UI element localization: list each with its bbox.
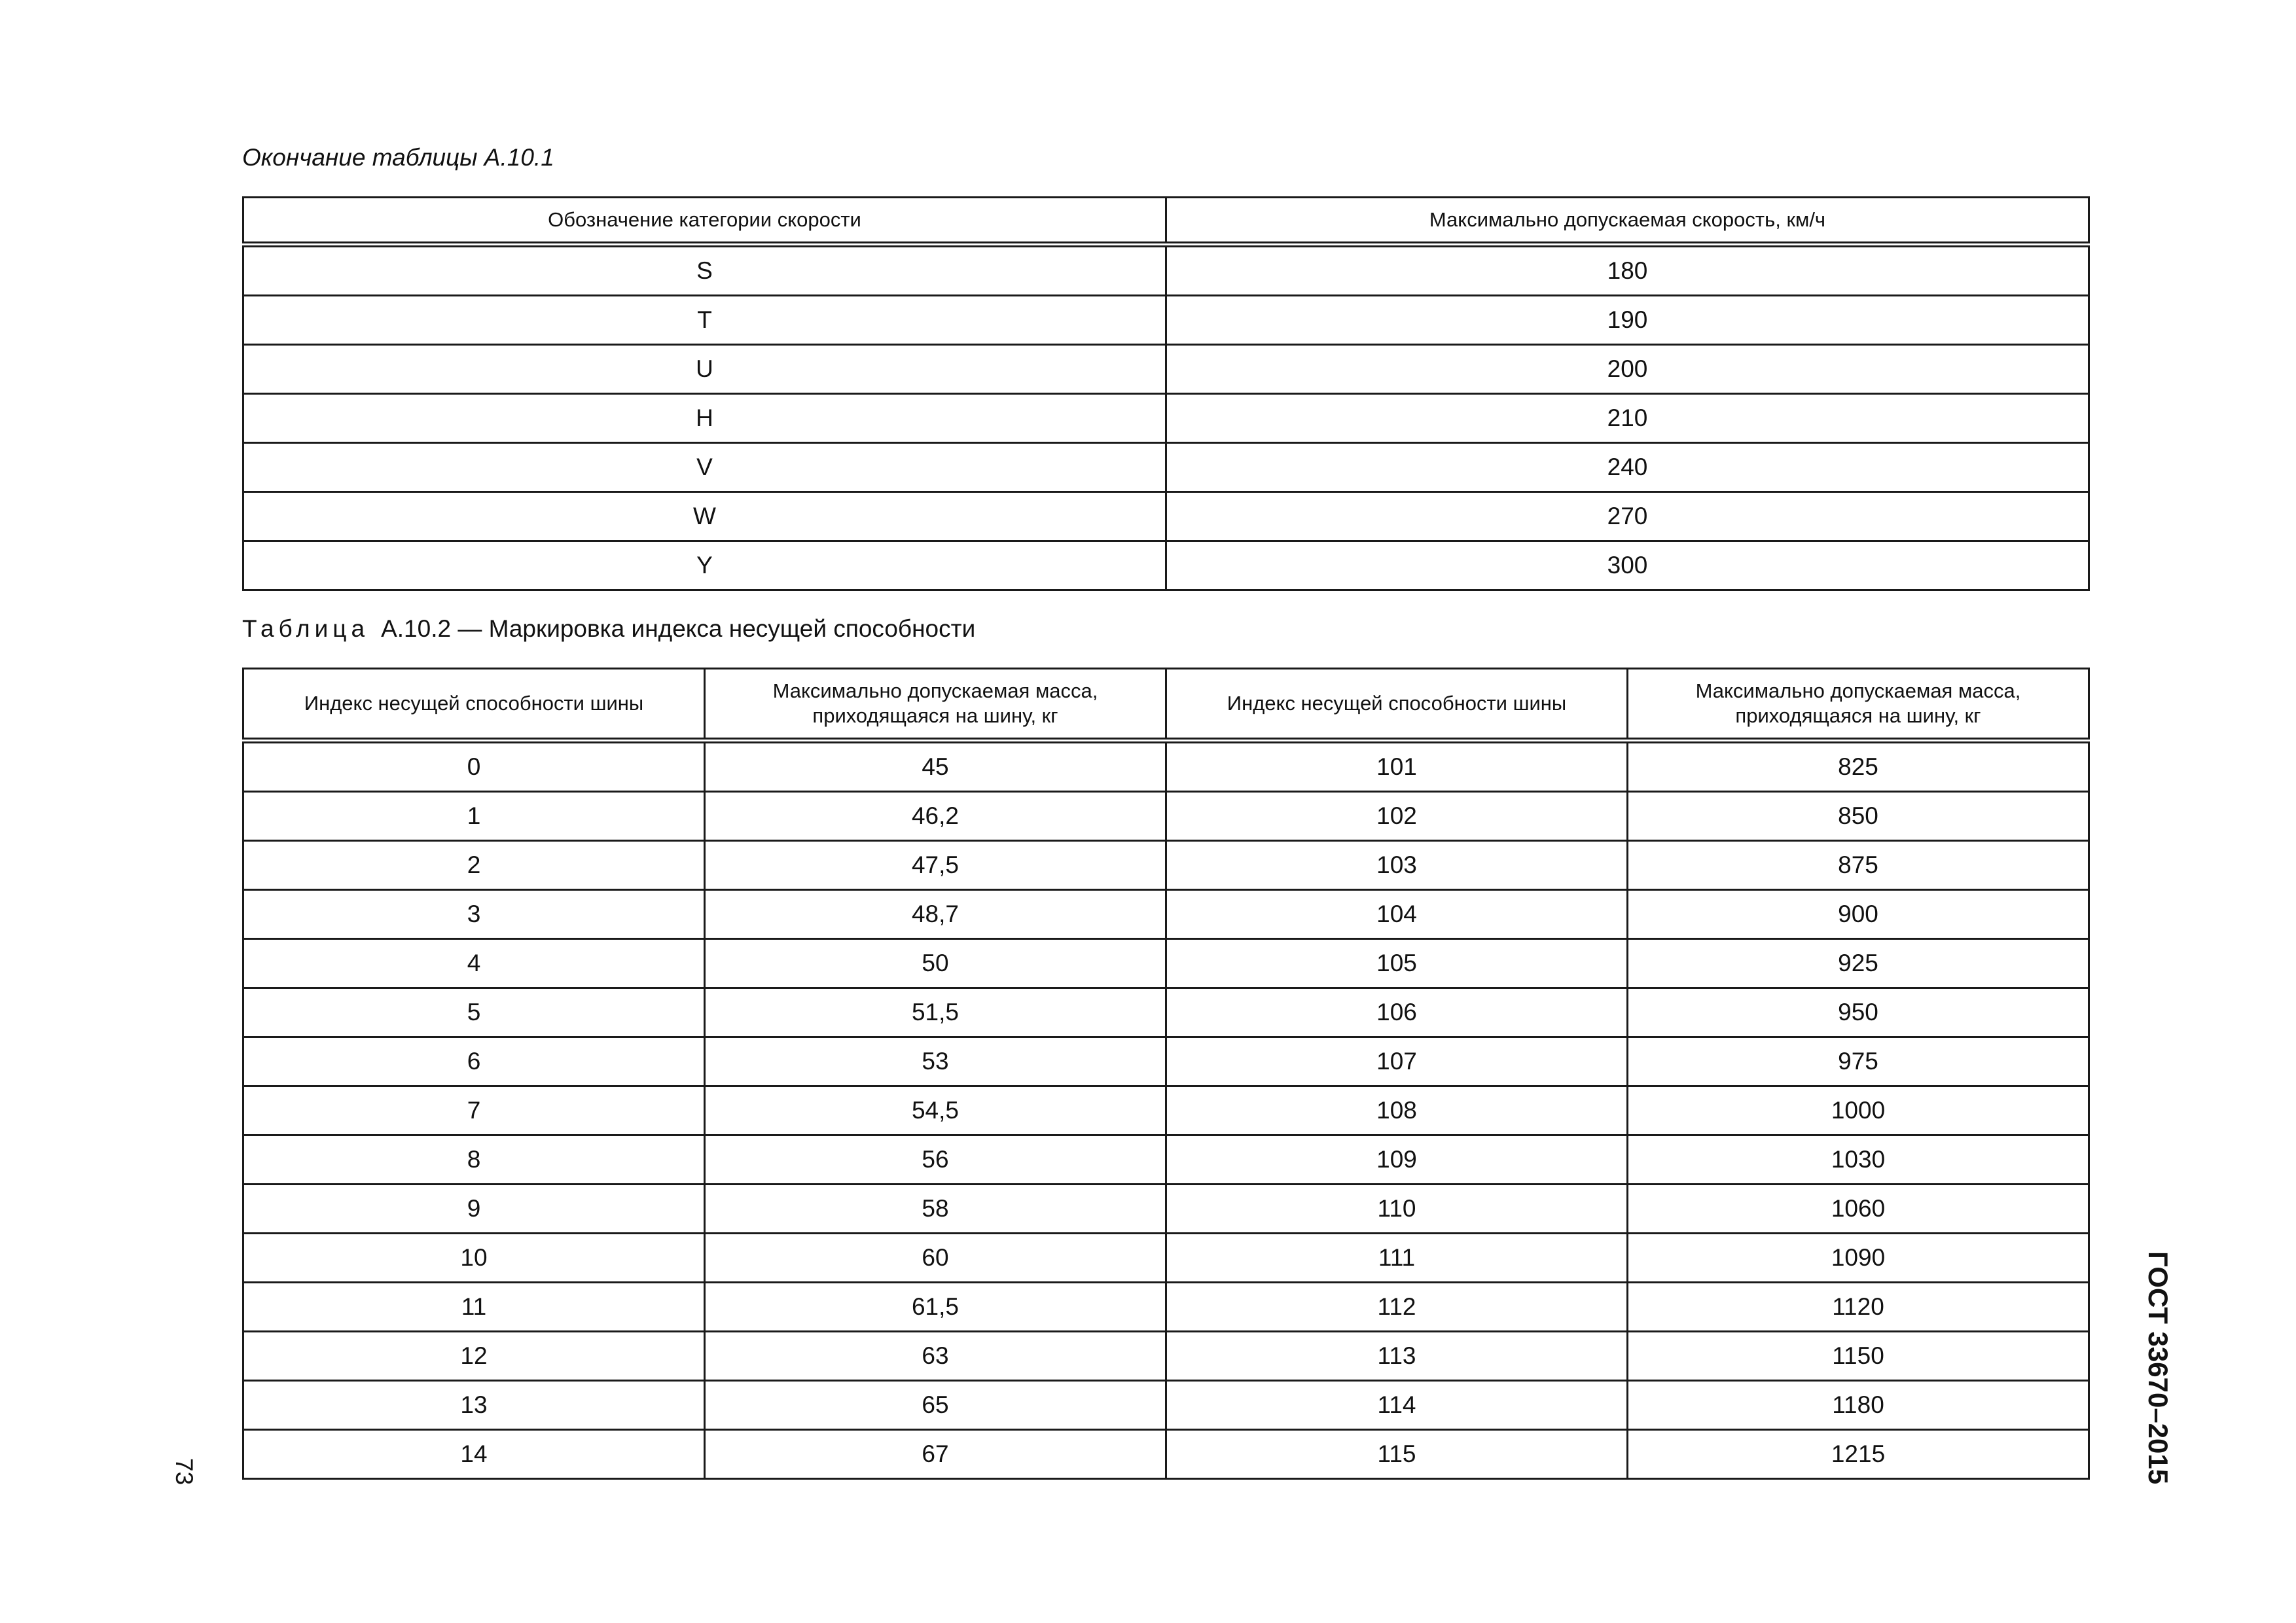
- table-cell: 113: [1166, 1332, 1628, 1381]
- table-cell: 114: [1166, 1381, 1628, 1430]
- table-cell: 6: [243, 1037, 705, 1086]
- table-cell: 4: [243, 939, 705, 988]
- header-max-speed: Максимально допускаемая скорость, км/ч: [1166, 198, 2089, 245]
- table-cell: 101: [1166, 741, 1628, 792]
- table-cell: 112: [1166, 1283, 1628, 1332]
- table-cell: 180: [1166, 245, 2089, 296]
- table-row: [243, 1283, 2089, 1332]
- page-number: 73: [171, 1458, 198, 1486]
- table-cell: 2: [243, 841, 705, 890]
- table-cell: 115: [1166, 1430, 1628, 1479]
- table-cell: Y: [243, 541, 1166, 590]
- table-cell: 111: [1166, 1234, 1628, 1283]
- table1-caption: Окончание таблицы А.10.1: [242, 144, 554, 171]
- table-cell: V: [243, 443, 1166, 492]
- table-row: [243, 792, 2089, 841]
- table-cell: 56: [705, 1135, 1166, 1185]
- table-cell: 975: [1628, 1037, 2089, 1086]
- table-cell: 3: [243, 890, 705, 939]
- table-cell: 61,5: [705, 1283, 1166, 1332]
- table-cell: 11: [243, 1283, 705, 1332]
- table-cell: 104: [1166, 890, 1628, 939]
- table-cell: W: [243, 492, 1166, 541]
- table-cell: 1000: [1628, 1086, 2089, 1135]
- table-cell: 109: [1166, 1135, 1628, 1185]
- table-cell: 63: [705, 1332, 1166, 1381]
- table-row: [243, 1430, 2089, 1479]
- table-row: [243, 988, 2089, 1037]
- table-cell: 8: [243, 1135, 705, 1185]
- table-cell: 1150: [1628, 1332, 2089, 1381]
- table-cell: 65: [705, 1381, 1166, 1430]
- header-load-index-2: Индекс несущей способности шины: [1166, 669, 1628, 741]
- table2-caption-prefix: Таблица: [242, 615, 370, 642]
- table-cell: U: [243, 345, 1166, 394]
- table-cell: 5: [243, 988, 705, 1037]
- table-row: [243, 492, 2089, 541]
- load-index-table: [242, 668, 2090, 1480]
- table-cell: 1120: [1628, 1283, 2089, 1332]
- table-cell: 102: [1166, 792, 1628, 841]
- table-cell: 12: [243, 1332, 705, 1381]
- table-row: [243, 939, 2089, 988]
- table-cell: 13: [243, 1381, 705, 1430]
- table-cell: S: [243, 245, 1166, 296]
- table-row: [243, 296, 2089, 345]
- table-row: [243, 541, 2089, 590]
- table-row: [243, 1135, 2089, 1185]
- table-cell: 190: [1166, 296, 2089, 345]
- table-cell: 14: [243, 1430, 705, 1479]
- table-cell: 108: [1166, 1086, 1628, 1135]
- table-cell: 50: [705, 939, 1166, 988]
- table-cell: 45: [705, 741, 1166, 792]
- speed-category-table: [242, 196, 2090, 591]
- table-cell: 54,5: [705, 1086, 1166, 1135]
- table-row: [243, 1037, 2089, 1086]
- table-row: [243, 1234, 2089, 1283]
- header-load-index-1: Индекс несущей способности шины: [243, 669, 705, 741]
- table-cell: 1030: [1628, 1135, 2089, 1185]
- table-cell: 210: [1166, 394, 2089, 443]
- table-cell: 240: [1166, 443, 2089, 492]
- table-row: [243, 345, 2089, 394]
- table-cell: 105: [1166, 939, 1628, 988]
- table-cell: 46,2: [705, 792, 1166, 841]
- table-cell: 103: [1166, 841, 1628, 890]
- table-cell: 1180: [1628, 1381, 2089, 1430]
- table-header-row: [243, 198, 2089, 245]
- table-row: [243, 1381, 2089, 1430]
- table-cell: 47,5: [705, 841, 1166, 890]
- table-cell: 925: [1628, 939, 2089, 988]
- table-cell: 825: [1628, 741, 2089, 792]
- table-cell: 51,5: [705, 988, 1166, 1037]
- table-cell: 48,7: [705, 890, 1166, 939]
- header-max-mass-2: Максимально допускаемая масса, приходящаяся на шину, кг: [1628, 669, 2089, 741]
- table-cell: 110: [1166, 1185, 1628, 1234]
- table-cell: 10: [243, 1234, 705, 1283]
- document-code: ГОСТ 33670–2015: [2143, 1251, 2174, 1485]
- header-speed-category: Обозначение категории скорости: [243, 198, 1166, 245]
- table-row: [243, 1086, 2089, 1135]
- table-cell: 1090: [1628, 1234, 2089, 1283]
- table-cell: 270: [1166, 492, 2089, 541]
- table-cell: 200: [1166, 345, 2089, 394]
- table-row: [243, 394, 2089, 443]
- table2-caption-text: А.10.2 — Маркировка индекса несущей способности: [381, 615, 976, 642]
- table-cell: T: [243, 296, 1166, 345]
- table-cell: 1: [243, 792, 705, 841]
- table-cell: 875: [1628, 841, 2089, 890]
- table-cell: 9: [243, 1185, 705, 1234]
- table-cell: 900: [1628, 890, 2089, 939]
- table-cell: 67: [705, 1430, 1166, 1479]
- table-cell: 1060: [1628, 1185, 2089, 1234]
- table-cell: 850: [1628, 792, 2089, 841]
- table-cell: 58: [705, 1185, 1166, 1234]
- table-cell: 106: [1166, 988, 1628, 1037]
- table-cell: 0: [243, 741, 705, 792]
- table-row: [243, 1185, 2089, 1234]
- table-cell: H: [243, 394, 1166, 443]
- table-row: [243, 841, 2089, 890]
- table-row: [243, 890, 2089, 939]
- table-row: [243, 443, 2089, 492]
- table-cell: 950: [1628, 988, 2089, 1037]
- table-cell: 60: [705, 1234, 1166, 1283]
- table-cell: 1215: [1628, 1430, 2089, 1479]
- table-cell: 53: [705, 1037, 1166, 1086]
- table-cell: 7: [243, 1086, 705, 1135]
- table-cell: 107: [1166, 1037, 1628, 1086]
- table-row: [243, 741, 2089, 792]
- table-cell: 300: [1166, 541, 2089, 590]
- header-max-mass-1: Максимально допускаемая масса, приходящаяся на шину, кг: [705, 669, 1166, 741]
- table2-caption: [242, 616, 975, 641]
- table-row: [243, 1332, 2089, 1381]
- table-row: [243, 245, 2089, 296]
- table-header-row: [243, 669, 2089, 741]
